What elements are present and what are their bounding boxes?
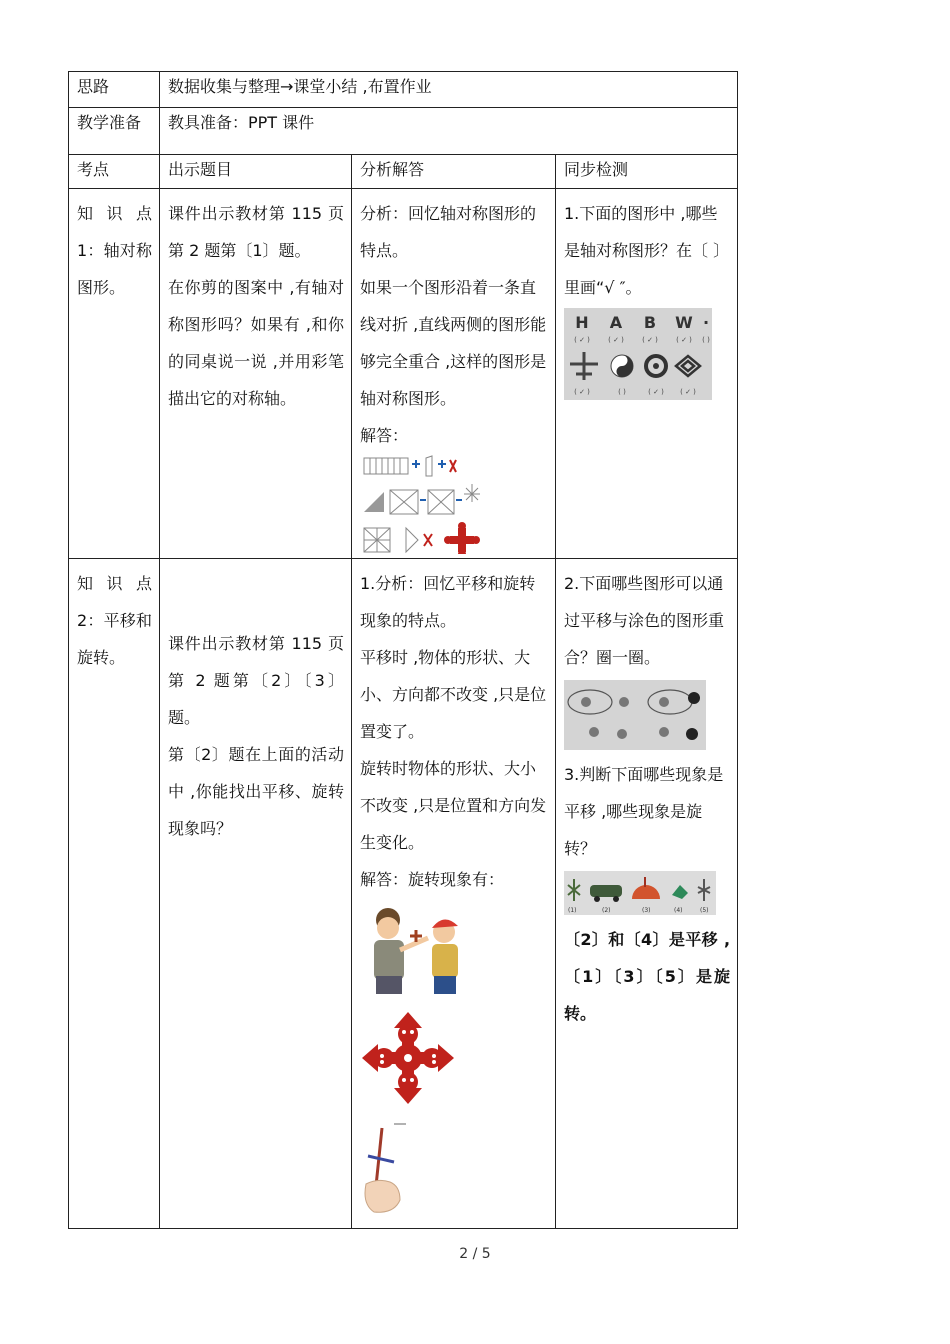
strip-label: (5) [700,907,709,914]
mark-row1: ( ✓ ) [574,336,590,344]
paper-cutting-steps-image [360,454,490,554]
row-prep [69,108,738,155]
phenomena-strip-image [564,871,716,915]
point1-jiance [556,189,738,559]
point2-jiance-q3: 3.判断下面哪些现象是平移 ,哪些现象是旋转？ [564,765,724,858]
point2-name: 知 识 点 2：平移和旋转。 [69,559,160,1229]
header-kaodian: 考点 [69,155,160,189]
point2-fenxi [352,559,556,1229]
point1-timu-line: 在你剪的图案中 ,有轴对称图形吗？如果有 ,和你的同桌说一说 ,并用彩笔描出它的对称轴。 [168,278,344,408]
red-paper-cutting-image [360,1010,456,1106]
symbol-a: A [609,313,623,332]
point1-timu-line: 课件出示教材第 115 页第 2 题第〔1〕题。 [168,204,344,260]
row-point1 [69,189,738,559]
prep-label: 教学准备 [69,108,160,155]
point2-jiance [556,559,738,1229]
point1-fenxi [352,189,556,559]
point2-fenxi-line: 解答：旋转现象有： [360,870,505,889]
lesson-table [68,71,738,1229]
row-silu [69,72,738,108]
mark-row1: ( ✓ ) [608,336,624,344]
header-timu: 出示题目 [160,155,352,189]
mark-row2: ( ✓ ) [648,388,664,396]
point1-fenxi-line: 如果一个图形沿着一条直线对折 ,直线两侧的图形能够完全重合 ,这样的图形是轴对称图形。 [360,278,547,408]
symbol-dot: · [702,313,710,332]
point2-jiance-q2: 2.下面哪些图形可以通过平移与涂色的图形重合？圈一圈。 [564,574,725,667]
symmetry-figures-image [564,308,712,400]
translation-figures-image [564,680,706,750]
prep-content: 教具准备：PPT 课件 [160,108,738,155]
silu-content: 数据收集与整理→课堂小结 ,布置作业 [160,72,738,108]
car-icon [590,885,622,897]
mark-row2: ( ✓ ) [680,388,696,396]
mark-row1: ( ✓ ) [642,336,658,344]
point1-jiance-question: 1.下面的图形中 ,哪些是轴对称图形？在〔 〕里画“√ ″。 [564,204,730,297]
point1-name: 知 识 点 1：轴对称图形。 [69,189,160,559]
header-jiance: 同步检测 [556,155,738,189]
point2-fenxi-line: 1.分析：回忆平移和旋转现象的特点。 [360,574,536,630]
point2-answer: 〔2〕和〔4〕是平移 ,〔1〕〔3〕〔5〕是旋转。 [564,930,731,1023]
header-fenxi: 分析解答 [352,155,556,189]
row-point2 [69,559,738,1229]
header-row [69,155,738,189]
hand-pinwheel-image [360,1120,420,1216]
symbol-h: H [575,313,589,332]
strip-label: (1) [568,907,577,914]
point1-fenxi-line: 解答： [360,426,409,445]
point1-fenxi-line: 分析：回忆轴对称图形的特点。 [360,204,537,260]
symbol-b: B [643,313,657,332]
point1-timu [160,189,352,559]
strip-label: (4) [674,907,683,914]
strip-label: (3) [642,907,651,914]
mark-row1: ( ) [702,336,710,344]
mark-row2: ( ) [618,388,626,396]
point2-timu [160,559,352,1229]
point2-timu-line: 课件出示教材第 115 页第 2 题第〔2〕〔3〕题。 [168,634,344,727]
mark-row2: ( ✓ ) [574,388,590,396]
point2-fenxi-line: 旋转时物体的形状、大小不改变 ,只是位置和方向发生变化。 [360,759,547,852]
mark-row1: ( ✓ ) [676,336,692,344]
silu-label: 思路 [69,72,160,108]
point2-timu-line: 第〔2〕题在上面的活动中 ,你能找出平移、旋转现象吗？ [168,745,344,838]
symbol-w: W [675,313,693,332]
page-number: 2 / 5 [459,1246,491,1262]
strip-label: (2) [602,907,611,914]
kids-pinwheel-image [360,902,472,998]
point2-fenxi-line: 平移时 ,物体的形状、大小、方向都不改变 ,只是位置变了。 [360,648,547,741]
